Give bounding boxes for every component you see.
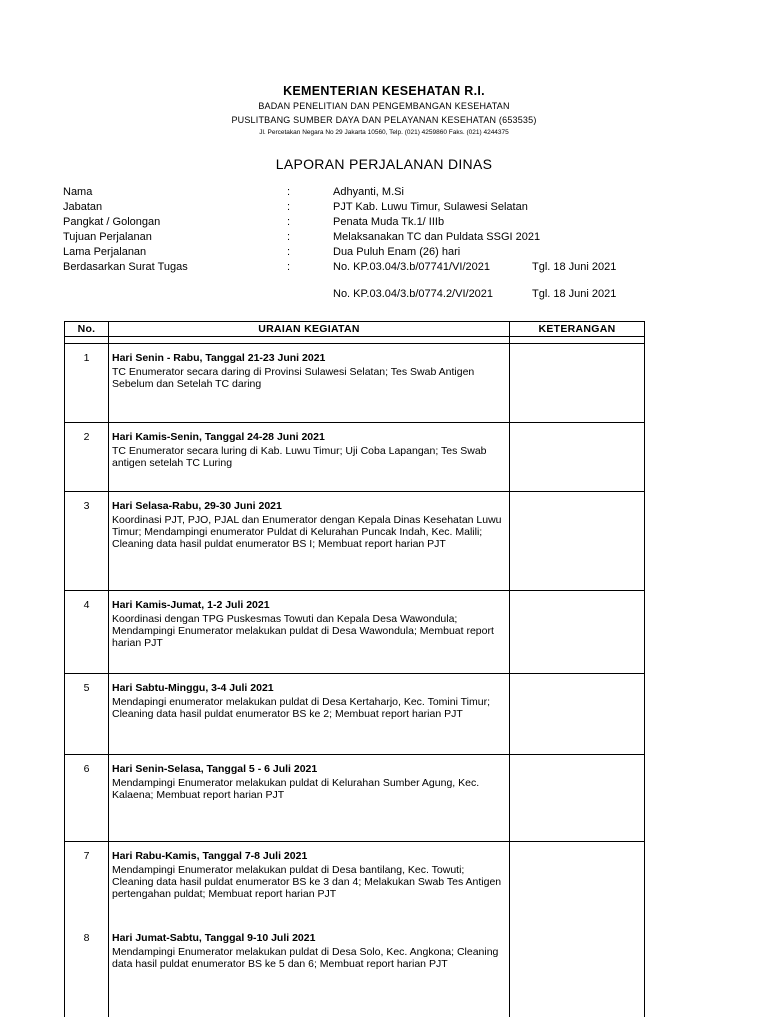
row-notes xyxy=(510,755,645,842)
row-description xyxy=(109,591,510,674)
activity-text: Koordinasi dengan TPG Puskesmas Towuti dan Kepala Desa Wawondula; Mendampingi Enumerator melakukan puldat di Desa Wawondula; Membuat report harian PJT xyxy=(112,613,494,649)
row-description xyxy=(109,842,510,925)
activity-table xyxy=(64,321,645,1017)
activity-text: Mendampingi Enumerator melakukan puldat di Desa bantilang, Kec. Towuti; Cleaning data hasil puldat enumerator BS ke 3 dan 4; Melakukan Swab Tes Antigen pertengahan puldat; Membuat report harian PJT xyxy=(112,864,502,900)
activity-text: Mendampingi Enumerator melakukan puldat di Kelurahan Sumber Agung, Kec. Kalaena; Membuat report harian PJT xyxy=(112,777,480,801)
agency-name: BADAN PENELITIAN DAN PENGEMBANGAN KESEHATAN xyxy=(258,101,510,111)
activity-date-title: Hari Rabu-Kamis, Tanggal 7-8 Juli 2021 xyxy=(112,850,308,862)
activity-date-title: Hari Kamis-Jumat, 1-2 Juli 2021 xyxy=(112,599,270,611)
info-value: Melaksanakan TC dan Puldata SSGI 2021 xyxy=(333,231,541,243)
info-colon: : xyxy=(287,186,291,198)
row-description xyxy=(109,755,510,842)
table-row xyxy=(65,842,645,925)
row-notes xyxy=(510,344,645,423)
activity-text: TC Enumerator secara daring di Provinsi Sulawesi Selatan; Tes Swab Antigen Sebelum dan Setelah TC daring xyxy=(112,366,475,390)
activity-text: Mendampingi Enumerator melakukan puldat di Desa Solo, Kec. Angkona; Cleaning data hasil puldat enumerator BS ke 5 dan 6; Membuat report harian PJT xyxy=(112,946,499,970)
info-row xyxy=(63,288,623,303)
header-gap-row xyxy=(65,337,645,344)
activity-date-title: Hari Sabtu-Minggu, 3-4 Juli 2021 xyxy=(112,682,274,694)
info-colon: : xyxy=(287,216,291,228)
row-number: 1 xyxy=(65,344,109,423)
info-value: No. KP.03.04/3.b/0774.2/VI/2021 xyxy=(333,288,494,300)
info-value: Dua Puluh Enam (26) hari xyxy=(333,246,461,258)
row-notes xyxy=(510,492,645,591)
activity-date-title: Hari Kamis-Senin, Tanggal 24-28 Juni 2021 xyxy=(112,431,325,443)
row-number: 7 xyxy=(65,842,109,925)
activity-text: TC Enumerator secara luring di Kab. Luwu Timur; Uji Coba Lapangan; Tes Swab antigen setelah TC Luring xyxy=(112,445,487,469)
row-notes xyxy=(510,674,645,755)
info-date: Tgl. 18 Juni 2021 xyxy=(532,288,617,300)
table-header-row xyxy=(65,322,645,337)
info-date: Tgl. 18 Juni 2021 xyxy=(532,261,617,273)
row-notes xyxy=(510,591,645,674)
row-number: 8 xyxy=(65,924,109,1017)
header-no: No. xyxy=(65,322,109,337)
table-row xyxy=(65,674,645,755)
info-label: Nama xyxy=(63,186,93,198)
info-colon: : xyxy=(287,201,291,213)
gap-cell xyxy=(65,337,109,344)
row-description xyxy=(109,674,510,755)
row-notes xyxy=(510,842,645,925)
activity-date-title: Hari Jumat-Sabtu, Tanggal 9-10 Juli 2021 xyxy=(112,932,316,944)
header-description: URAIAN KEGIATAN xyxy=(109,322,510,337)
info-colon: : xyxy=(287,261,291,273)
row-description xyxy=(109,492,510,591)
info-label: Berdasarkan Surat Tugas xyxy=(63,261,188,273)
row-number: 3 xyxy=(65,492,109,591)
gap-cell xyxy=(109,337,510,344)
info-row xyxy=(63,261,623,276)
info-row xyxy=(63,216,623,231)
activity-date-title: Hari Selasa-Rabu, 29-30 Juni 2021 xyxy=(112,500,282,512)
info-row xyxy=(63,246,623,261)
info-label: Lama Perjalanan xyxy=(63,246,147,258)
row-description xyxy=(109,423,510,492)
address-line: Jl. Percetakan Negara No 29 Jakarta 10560, Telp. (021) 4259860 Faks. (021) 4244375 xyxy=(259,129,509,136)
info-label: Jabatan xyxy=(63,201,103,213)
table-row xyxy=(65,755,645,842)
info-row xyxy=(63,231,623,246)
center-name: PUSLITBANG SUMBER DAYA DAN PELAYANAN KESEHATAN (653535) xyxy=(231,115,537,125)
table-row xyxy=(65,344,645,423)
activity-date-title: Hari Senin-Selasa, Tanggal 5 - 6 Juli 2021 xyxy=(112,763,318,775)
table-row xyxy=(65,591,645,674)
row-description xyxy=(109,924,510,1017)
table-row xyxy=(65,492,645,591)
table-row xyxy=(65,924,645,1017)
activity-text: Koordinasi PJT, PJO, PJAL dan Enumerator dengan Kepala Dinas Kesehatan Luwu Timur; Mendampingi enumerator Puldat di Kelurahan Puncak Indah, Kec. Malili; Cleaning data hasil puldat enumerator BS I; Membuat report harian PJT xyxy=(112,514,502,550)
info-row xyxy=(63,186,623,201)
table-row xyxy=(65,423,645,492)
header-notes: KETERANGAN xyxy=(510,322,645,337)
row-number: 2 xyxy=(65,423,109,492)
info-label: Tujuan Perjalanan xyxy=(63,231,152,243)
row-number: 6 xyxy=(65,755,109,842)
info-colon: : xyxy=(287,246,291,258)
row-description xyxy=(109,344,510,423)
activity-text: Mendapingi enumerator melakukan puldat di Desa Kertaharjo, Kec. Tomini Timur; Cleaning data hasil puldat enumerator BS ke 2; Membuat report harian PJT xyxy=(112,696,490,720)
activity-date-title: Hari Senin - Rabu, Tanggal 21-23 Juni 2021 xyxy=(112,352,326,364)
ministry-name: KEMENTERIAN KESEHATAN R.I. xyxy=(283,84,485,98)
row-number: 5 xyxy=(65,674,109,755)
report-title: LAPORAN PERJALANAN DINAS xyxy=(275,156,493,172)
row-number: 4 xyxy=(65,591,109,674)
row-notes xyxy=(510,924,645,1017)
info-colon: : xyxy=(287,231,291,243)
gap-cell xyxy=(510,337,645,344)
info-label: Pangkat / Golongan xyxy=(63,216,161,228)
info-value: Adhyanti, M.Si xyxy=(333,186,404,198)
info-value: PJT Kab. Luwu Timur, Sulawesi Selatan xyxy=(333,201,528,213)
info-value: Penata Muda Tk.1/ IIIb xyxy=(333,216,445,228)
row-notes xyxy=(510,423,645,492)
info-row xyxy=(63,201,623,216)
info-value: No. KP.03.04/3.b/07741/VI/2021 xyxy=(333,261,490,273)
